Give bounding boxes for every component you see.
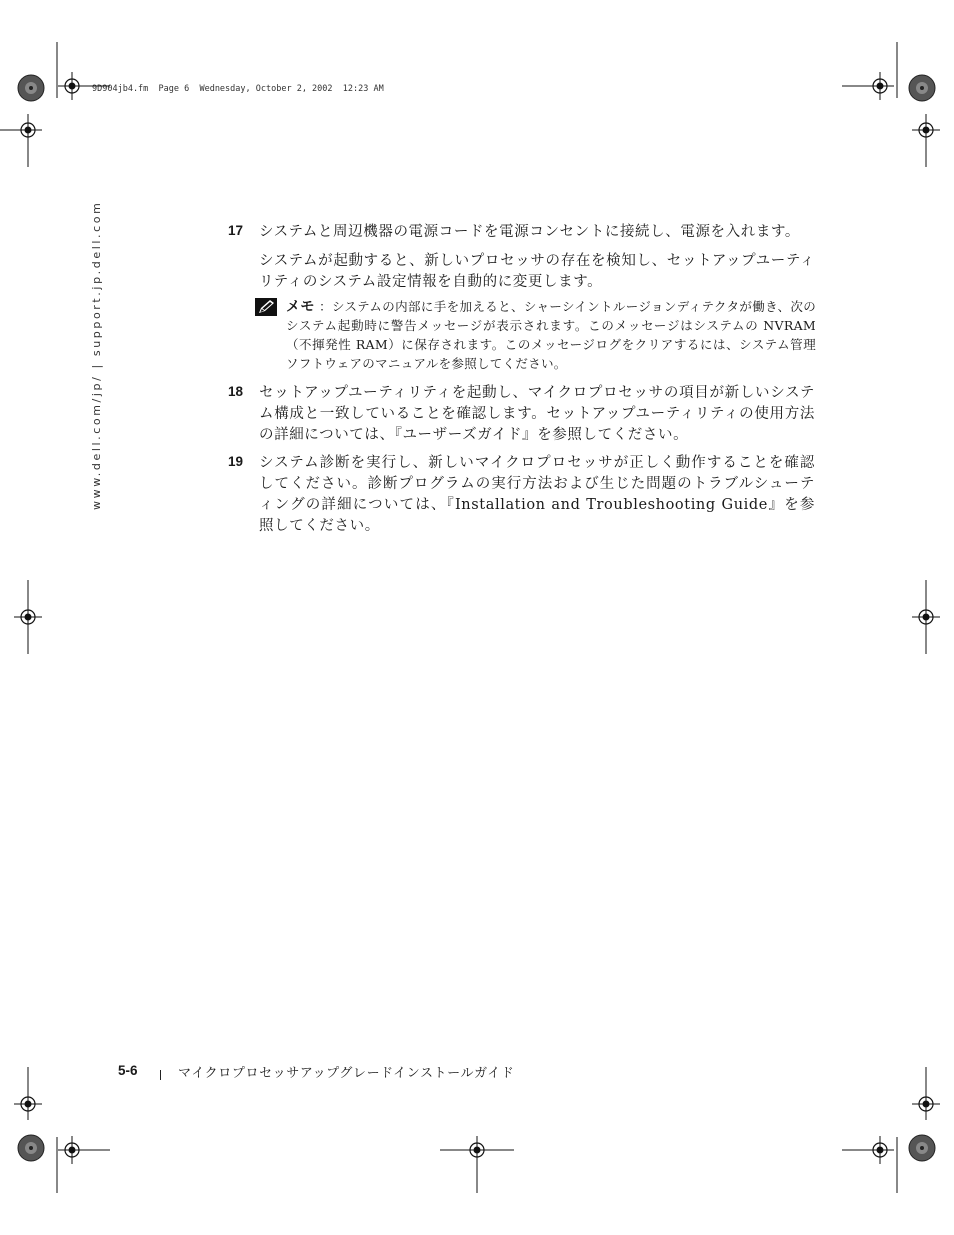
- print-header: 9D904jb4.fm Page 6 Wednesday, October 2, 2002 12:23 AM: [92, 84, 384, 94]
- side-url: www.dell.com/jp/ | support.jp.dell.com: [90, 200, 103, 510]
- page-number: 5-6: [118, 1063, 138, 1078]
- step-number: 18: [228, 384, 244, 399]
- step-text: システムが起動すると、新しいプロセッサの存在を検知し、セットアップユーティリティのシステム設定情報を自動的に変更します。: [259, 253, 815, 290]
- note-body: ：システムの内部に手を加えると、シャーシイントルージョンディテクタが働き、次のシステム起動時に警告メッセージが表示されます。このメッセージはシステムの NVRAM（不揮発性 RAM）に保存されます。このメッセージログをクリアするには、システム管理ソフトウェアのマニュアルを参照してください。: [286, 299, 816, 371]
- step-number: 17: [228, 223, 244, 238]
- footer-title: マイクロプロセッサアップグレードインストールガイド: [178, 1066, 515, 1081]
- note-label: メモ: [286, 298, 315, 314]
- step-text: セットアップユーティリティを起動し、マイクロプロセッサの項目が新しいシステム構成と一致していることを確認します。セットアップユーティリティの使用方法の詳細については、『ユーザーズガイド』を参照してください。: [259, 385, 815, 443]
- step-text: システム診断を実行し、新しいマイクロプロセッサが正しく動作することを確認してください。診断プログラムの実行方法および生じた問題のトラブルシューティングの詳細については、『Installation and Troubleshooting Guide』を参照してください。: [259, 455, 815, 534]
- step-text: システムと周辺機器の電源コードを電源コンセントに接続し、電源を入れます。: [259, 224, 800, 240]
- step-number: 19: [228, 454, 244, 469]
